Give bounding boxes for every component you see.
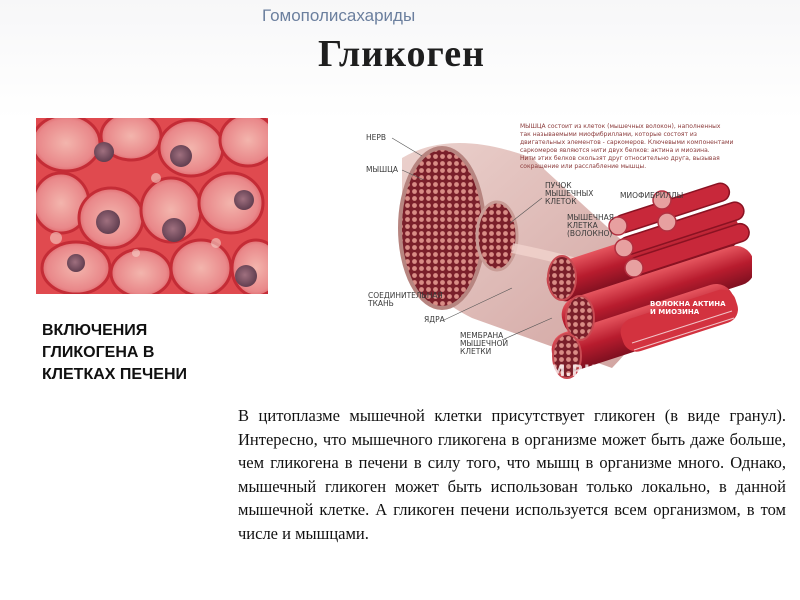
label-fiber-2: КЛЕТКА xyxy=(567,221,598,230)
label-myofibrils: МИОФИБРИЛЛЫ xyxy=(620,191,684,200)
label-muscle: МЫШЦА xyxy=(366,165,399,174)
svg-text:Нити этих белков скользят друг: Нити этих белков скользят друг относительно друга, вызывая xyxy=(520,155,720,162)
label-membrane-1: МЕМБРАНА xyxy=(460,331,504,340)
label-connective-2: ТКАНЬ xyxy=(368,299,394,308)
label-actin-1: ВОЛОКНА АКТИНА xyxy=(650,300,726,308)
label-fiber-1: МЫШЕЧНАЯ xyxy=(567,213,614,222)
body-paragraph: В цитоплазме мышечной клетки присутствует гликоген (в виде гранул). Интересно, что мышечного гликогена в организме может быть даже больше, чем гликогена в печени в силу того, что мышц в организме много. Однако, мышечный гликоген может быть использован только локально, в данной мышечной клетке. А гликоген печени используется всем организмом, в том числе и мышцами. xyxy=(238,406,786,543)
svg-text:двигательных элементов - сарко: двигательных элементов - саркомеров. Ключевыми компонентами xyxy=(520,139,734,146)
label-actin-2: И МИОЗИНА xyxy=(650,308,700,316)
svg-text:сокращение или расслабление мы: сокращение или расслабление мышцы. xyxy=(520,163,647,170)
label-fiber-3: (ВОЛОКНО) xyxy=(567,229,613,238)
liver-caption: ВКЛЮЧЕНИЯ ГЛИКОГЕНА В КЛЕТКАХ ПЕЧЕНИ xyxy=(42,322,188,383)
slide-title: Гликоген xyxy=(318,33,486,75)
svg-text:так называемыми миофибриллами,: так называемыми миофибриллами, которые состоят из xyxy=(520,131,697,138)
svg-text:саркомеров являются нити двух: саркомеров являются нити двух белков: актина и миозина. xyxy=(520,147,710,154)
muscle-structure-image xyxy=(362,118,752,392)
muscle-note xyxy=(520,123,733,170)
slide-subtitle: Гомополисахариды xyxy=(262,6,416,25)
liver-cells-image xyxy=(36,118,268,294)
label-bundle-2: МЫШЕЧНЫХ xyxy=(545,189,594,198)
label-membrane-3: КЛЕТКИ xyxy=(460,347,492,356)
label-connective-1: СОЕДИНИТЕЛЬНАЯ xyxy=(368,291,443,300)
label-bundle-3: КЛЕТОК xyxy=(545,197,577,206)
label-nerve: НЕРВ xyxy=(366,133,387,142)
svg-text:МЫШЦА состоит из клеток (мышеч: МЫШЦА состоит из клеток (мышечных волокон), наполненных xyxy=(520,123,721,130)
label-sarcomere: САРКОМЕР xyxy=(628,374,673,382)
label-membrane-2: МЫШЕЧНОЙ xyxy=(460,339,509,348)
watermark: GGYM.RU xyxy=(512,361,597,380)
label-bundle-1: ПУЧОК xyxy=(545,181,572,190)
label-nuclei: ЯДРА xyxy=(424,315,445,324)
